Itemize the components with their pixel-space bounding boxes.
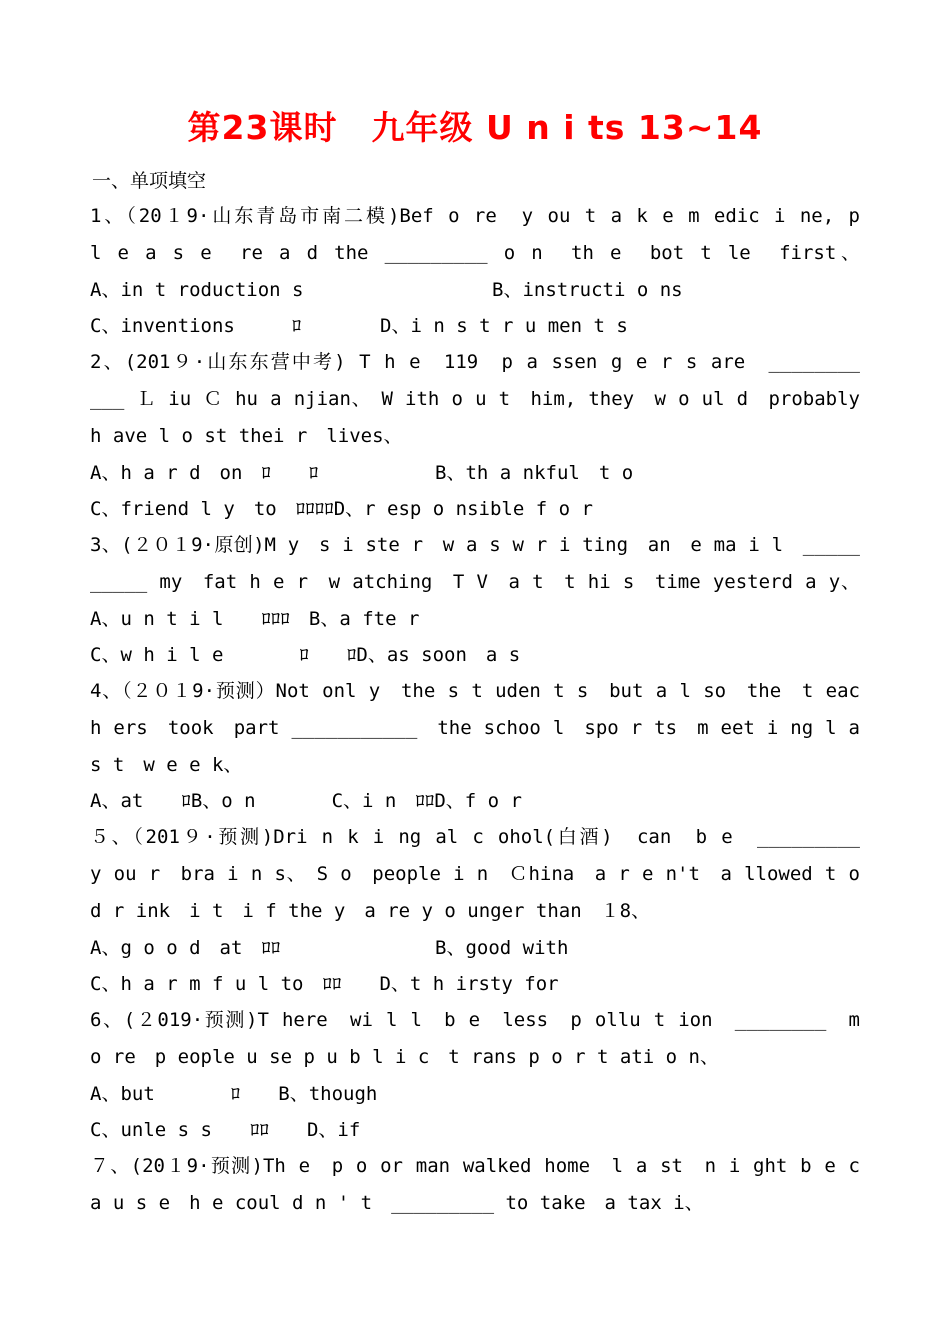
question-4-line-3: s t w e e k、 xyxy=(90,754,243,776)
question-6-options-cd: C、unle s s ﾛﾛ D、if xyxy=(90,1119,361,1141)
question-5-option-b: B、good with xyxy=(435,937,569,959)
question-3-line-1: 3、(２０１9·原创)M y s i ste r w a s w r i ting an e ma i l _____ xyxy=(90,534,860,556)
question-3-options-cd: C、w h i l e ﾛ ﾛD、as soon a s xyxy=(90,644,521,666)
question-1-option-c: C、inventions ﾛ xyxy=(90,315,302,337)
question-5-option-a: A、g o o d at ﾛﾛ xyxy=(90,937,281,959)
question-2-option-b: B、th a nkful t o xyxy=(435,462,634,484)
question-4-options: A、at ﾛB、o n C、i n ﾛﾛD、f o r xyxy=(90,790,522,812)
question-1-line-1: 1、（20１9·山东青岛市南二模)Bef o re y ou t a k e m edic i ne, p xyxy=(90,205,860,227)
question-7-line-2: a u s e h e coul d n ' t _________ to take a tax i、 xyxy=(90,1192,704,1214)
question-4-line-2: h ers took part ___________ the schoo l spo r ts m eet i ng l a xyxy=(90,717,860,739)
question-2-line-1: 2、(201９·山东东营中考) T h e 119 p a ssen g e r s are ________ xyxy=(90,351,860,373)
question-2-options-cd: C、friend l y to ﾛﾛﾛﾛD、r esp o nsible f o r xyxy=(90,498,593,520)
question-3-line-2: _____ my fat h e r w atching T V a t t hi s time yesterd a y、 xyxy=(90,571,860,593)
question-6-options-ab: A、but ﾛ B、though xyxy=(90,1083,378,1105)
question-2-line-2: ___ Ｌ iu Ｃ hu a njian、 W ith o u t him, they w o ul d probably xyxy=(90,388,860,410)
question-6-line-1: 6、(２019·预测)T here wi l l b e less p ollu t ion ________ m xyxy=(90,1009,860,1031)
question-5-line-3: d r ink i t i f the y a re y o unger than １8、 xyxy=(90,900,651,922)
question-7-line-1: ７、(20１9·预测)Th e p o or man walked home l a st n i ght b e c xyxy=(90,1155,860,1177)
question-1-option-b: B、instructi o ns xyxy=(492,279,683,301)
section-heading: 一、单项填空 xyxy=(92,170,207,192)
question-6-line-2: o re p eople u se p u b l i c t rans p o r t ati o n、 xyxy=(90,1046,719,1068)
question-1-option-a: A、in t roduction s xyxy=(90,279,304,301)
question-1-line-2: l e a s e re a d the _________ o n th e bot t le first、 xyxy=(90,242,860,264)
question-5-options-cd: C、h a r m f u l to ﾛﾛ D、t h irsty for xyxy=(90,973,559,995)
question-3-options-ab: A、u n t i l ﾛﾛﾛ B、a fte r xyxy=(90,608,420,630)
question-5-line-1: ５、（201９·预测)Dri n k i ng al c ohol(白酒) can b e _________ xyxy=(90,826,860,848)
question-2-line-3: h ave l o st thei r lives、 xyxy=(90,425,403,447)
page-title: 第23课时 九年级 U n i ts 13~14 xyxy=(187,108,763,147)
question-1-option-d: D、i n s t r u men t s xyxy=(380,315,628,337)
question-4-line-1: 4、（２０１9·预测）Not onl y the s t uden t s but a l so the t eac xyxy=(90,680,860,702)
question-2-option-a: A、h a r d on ﾛ ﾛ xyxy=(90,462,319,484)
question-5-line-2: y ou r bra i n s、 S o people i n Ｃhina a r e n't a llowed t o xyxy=(90,863,860,885)
